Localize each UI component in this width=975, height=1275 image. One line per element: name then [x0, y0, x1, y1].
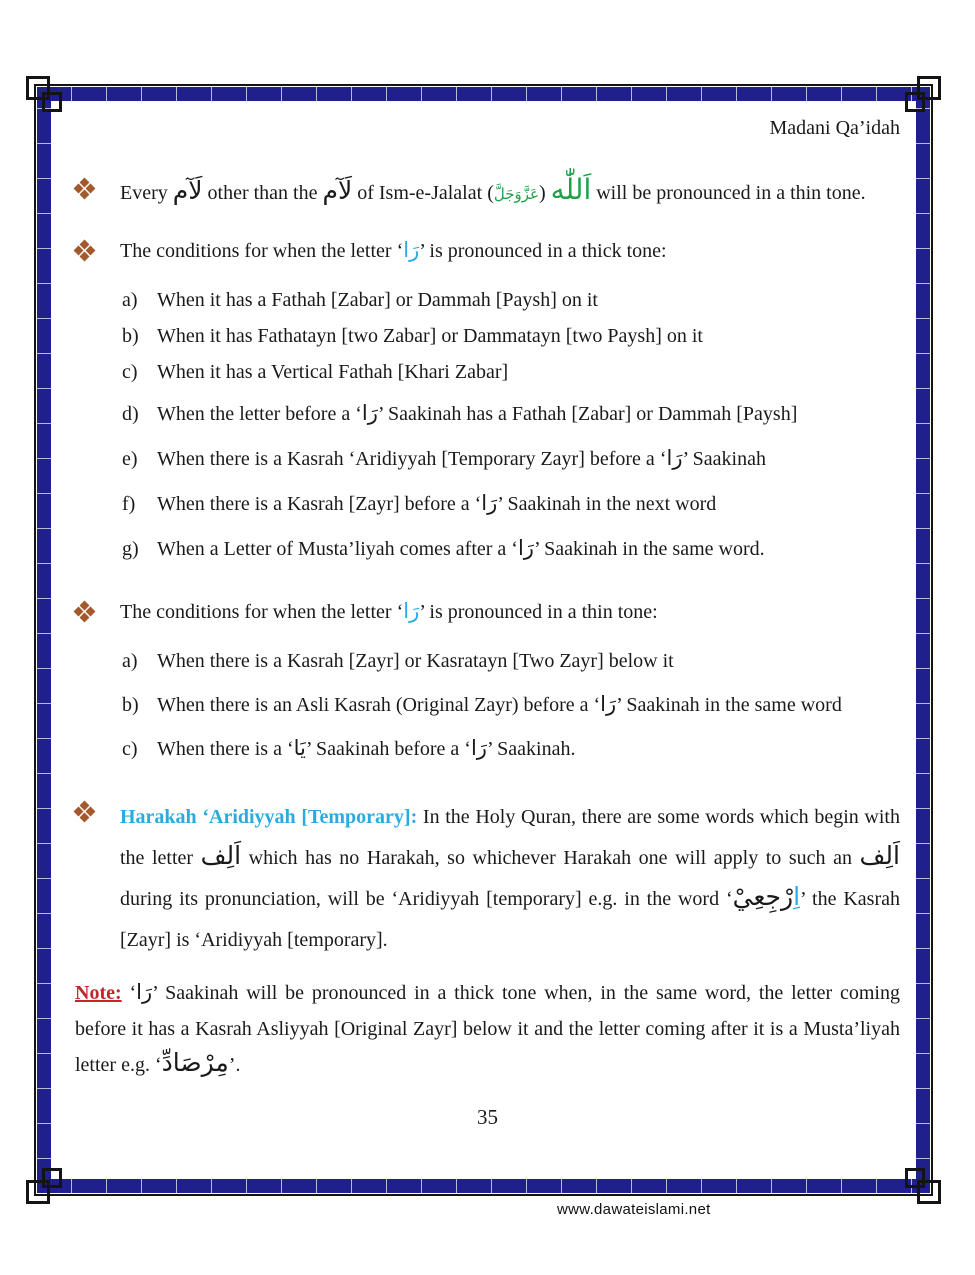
text-segment: ’ Saakinah.: [486, 738, 576, 760]
arabic-azzawajal: عَزَّوَجَلَّ: [493, 185, 539, 203]
list-item-marker: a): [122, 650, 138, 672]
text-segment: ’ the Kasrah [Zayr] is ‘Aridiyyah [temporary].: [120, 888, 900, 951]
arabic-ra: رَا: [666, 446, 683, 470]
text-segment: ’ is pronounced in a thin tone:: [419, 601, 658, 623]
page-border-bar-bottom: [37, 1179, 930, 1193]
page-border-bar-top: [37, 87, 930, 101]
text-segment: When there is a Kasrah [Zayr] before a ‘: [157, 493, 482, 515]
list-item-text: [157, 288, 900, 312]
text-segment: ) will be pronounced in a thin tone.: [487, 182, 866, 204]
bullet-diamond-icon: [75, 797, 120, 961]
list-item-marker: b): [122, 694, 139, 716]
page-number: 35: [477, 1105, 498, 1129]
text-segment: When the letter before a ‘: [157, 403, 362, 425]
arabic-laam: لَآم: [172, 176, 203, 205]
list-item-marker: c): [122, 738, 138, 760]
thin-tone-conditions-list: [122, 649, 900, 761]
page-header-title: Madani Qa’idah: [769, 117, 900, 139]
arabic-allah: اَللّٰه: [550, 173, 592, 206]
text-segment: ’ Saakinah will be pronounced in a thick tone when, in the same word, the letter coming before it has a Kasrah Asliyyah [Original Zayr] below it and the letter coming after it is a Musta’liyah letter e.g. ‘: [75, 982, 900, 1076]
bullet-item-laam-rule: [75, 174, 900, 212]
list-item: [122, 360, 900, 384]
list-item-text: [157, 324, 900, 348]
bullet-diamond-icon: [75, 174, 120, 212]
list-item: [122, 288, 900, 312]
arabic-laam: لَآم: [322, 176, 353, 205]
list-item-marker: g): [122, 538, 139, 560]
page-content: [75, 116, 900, 1130]
text-segment: ’ Saakinah in the next word: [497, 493, 717, 515]
arabic-ra: رَا: [517, 536, 534, 560]
list-item-marker: c): [122, 361, 138, 383]
harakah-heading: Harakah ‘Aridiyyah [Temporary]:: [120, 806, 418, 828]
list-item-marker: e): [122, 448, 138, 470]
list-item-marker: d): [122, 403, 139, 425]
list-item-text: [157, 737, 900, 761]
arabic-ra: رَا: [136, 980, 153, 1004]
list-item: [122, 693, 900, 717]
arabic-ra: رَا: [403, 599, 420, 623]
text-segment: When there is a ‘: [157, 738, 294, 760]
note-paragraph: [75, 975, 900, 1083]
list-item-text: [157, 402, 900, 426]
text-segment: When a Letter of Musta’liyah comes after a ‘: [157, 538, 518, 560]
text-segment: ’ Saakinah before a ‘: [305, 738, 471, 760]
arabic-irjii: رْجِعِيْ: [732, 882, 794, 911]
list-item-text: [157, 537, 900, 561]
text-segment: When there is a Kasrah [Zayr] or Kasratayn [Two Zayr] below it: [157, 650, 674, 672]
list-item-text: [157, 693, 900, 717]
text-segment: When there is a Kasrah ‘Aridiyyah [Temporary Zayr] before a ‘: [157, 448, 667, 470]
bullet-text: [120, 797, 900, 961]
arabic-alif: اَلِف: [859, 841, 900, 870]
list-item-text: [157, 492, 900, 516]
text-segment: during its pronunciation, will be ‘Aridiyyah [temporary] e.g. in the word ‘: [120, 888, 733, 910]
text-segment: ’ Saakinah in the same word: [616, 694, 842, 716]
bullet-diamond-icon: [75, 597, 120, 627]
text-segment: When it has a Vertical Fathah [Khari Zabar]: [157, 361, 509, 383]
text-segment: of Ism-e-Jalalat: [352, 182, 488, 204]
text-segment: which has no Harakah, so whichever Harakah one will apply to such an: [241, 847, 860, 869]
note-label: Note:: [75, 982, 122, 1004]
text-segment: ’.: [228, 1054, 241, 1076]
bullet-text: [120, 236, 900, 266]
bullet-item-thin-intro: [75, 597, 900, 627]
corner-ornament-icon: [905, 1168, 925, 1188]
arabic-ra: رَا: [600, 692, 617, 716]
text-segment: (: [538, 182, 551, 204]
list-item: [122, 649, 900, 673]
corner-ornament-icon: [42, 1168, 62, 1188]
corner-ornament-icon: [905, 92, 925, 112]
text-segment: The conditions for when the letter ‘: [120, 240, 404, 262]
list-item-text: [157, 360, 900, 384]
list-item-marker: a): [122, 289, 138, 311]
corner-ornament-icon: [42, 92, 62, 112]
text-segment: other than the: [202, 182, 323, 204]
thick-tone-conditions-list: [122, 288, 900, 561]
text-segment: In the Holy Quran, there are some words which begin with the letter: [120, 806, 900, 869]
text-segment: ‘: [121, 982, 137, 1004]
arabic-ra: رَا: [470, 736, 487, 760]
arabic-ya: يَا: [293, 736, 306, 760]
page-border-bar-left: [37, 87, 51, 1193]
arabic-irjii-alif: اِ: [793, 882, 801, 911]
arabic-ra: رَا: [361, 401, 378, 425]
text-segment: ’ Saakinah in the same word.: [533, 538, 765, 560]
arabic-alif: اَلِف: [200, 841, 242, 870]
list-item: [122, 324, 900, 348]
list-item: [122, 402, 900, 426]
bullet-text: [120, 597, 900, 627]
arabic-ra: رَا: [403, 238, 420, 262]
text-segment: ’ is pronounced in a thick tone:: [419, 240, 667, 262]
page-border-bar-right: [916, 87, 930, 1193]
text-segment: Every: [120, 182, 173, 204]
list-item-text: [157, 447, 900, 471]
list-item-text: [157, 649, 900, 673]
list-item-marker: f): [122, 493, 136, 515]
text-segment: When it has a Fathah [Zabar] or Dammah [Paysh] on it: [157, 289, 598, 311]
text-segment: When there is an Asli Kasrah (Original Zayr) before a ‘: [157, 694, 601, 716]
text-segment: ’ Saakinah has a Fathah [Zabar] or Dammah [Paysh]: [377, 403, 798, 425]
list-item: [122, 492, 900, 516]
arabic-mirsaad: مِرْصَادِّ: [161, 1048, 229, 1077]
text-segment: The conditions for when the letter ‘: [120, 601, 404, 623]
list-item: [122, 537, 900, 561]
text-segment: ’ Saakinah: [682, 448, 766, 470]
bullet-diamond-icon: [75, 236, 120, 266]
list-item: [122, 447, 900, 471]
bullet-text: [120, 174, 900, 212]
text-segment: When it has Fathatayn [two Zabar] or Dammatayn [two Paysh] on it: [157, 325, 703, 347]
list-item-marker: b): [122, 325, 139, 347]
list-item: [122, 737, 900, 761]
bullet-item-thick-intro: [75, 236, 900, 266]
footer-url: www.dawateislami.net: [557, 1201, 711, 1218]
arabic-ra: رَا: [481, 491, 498, 515]
bullet-item-harakah: [75, 797, 900, 961]
